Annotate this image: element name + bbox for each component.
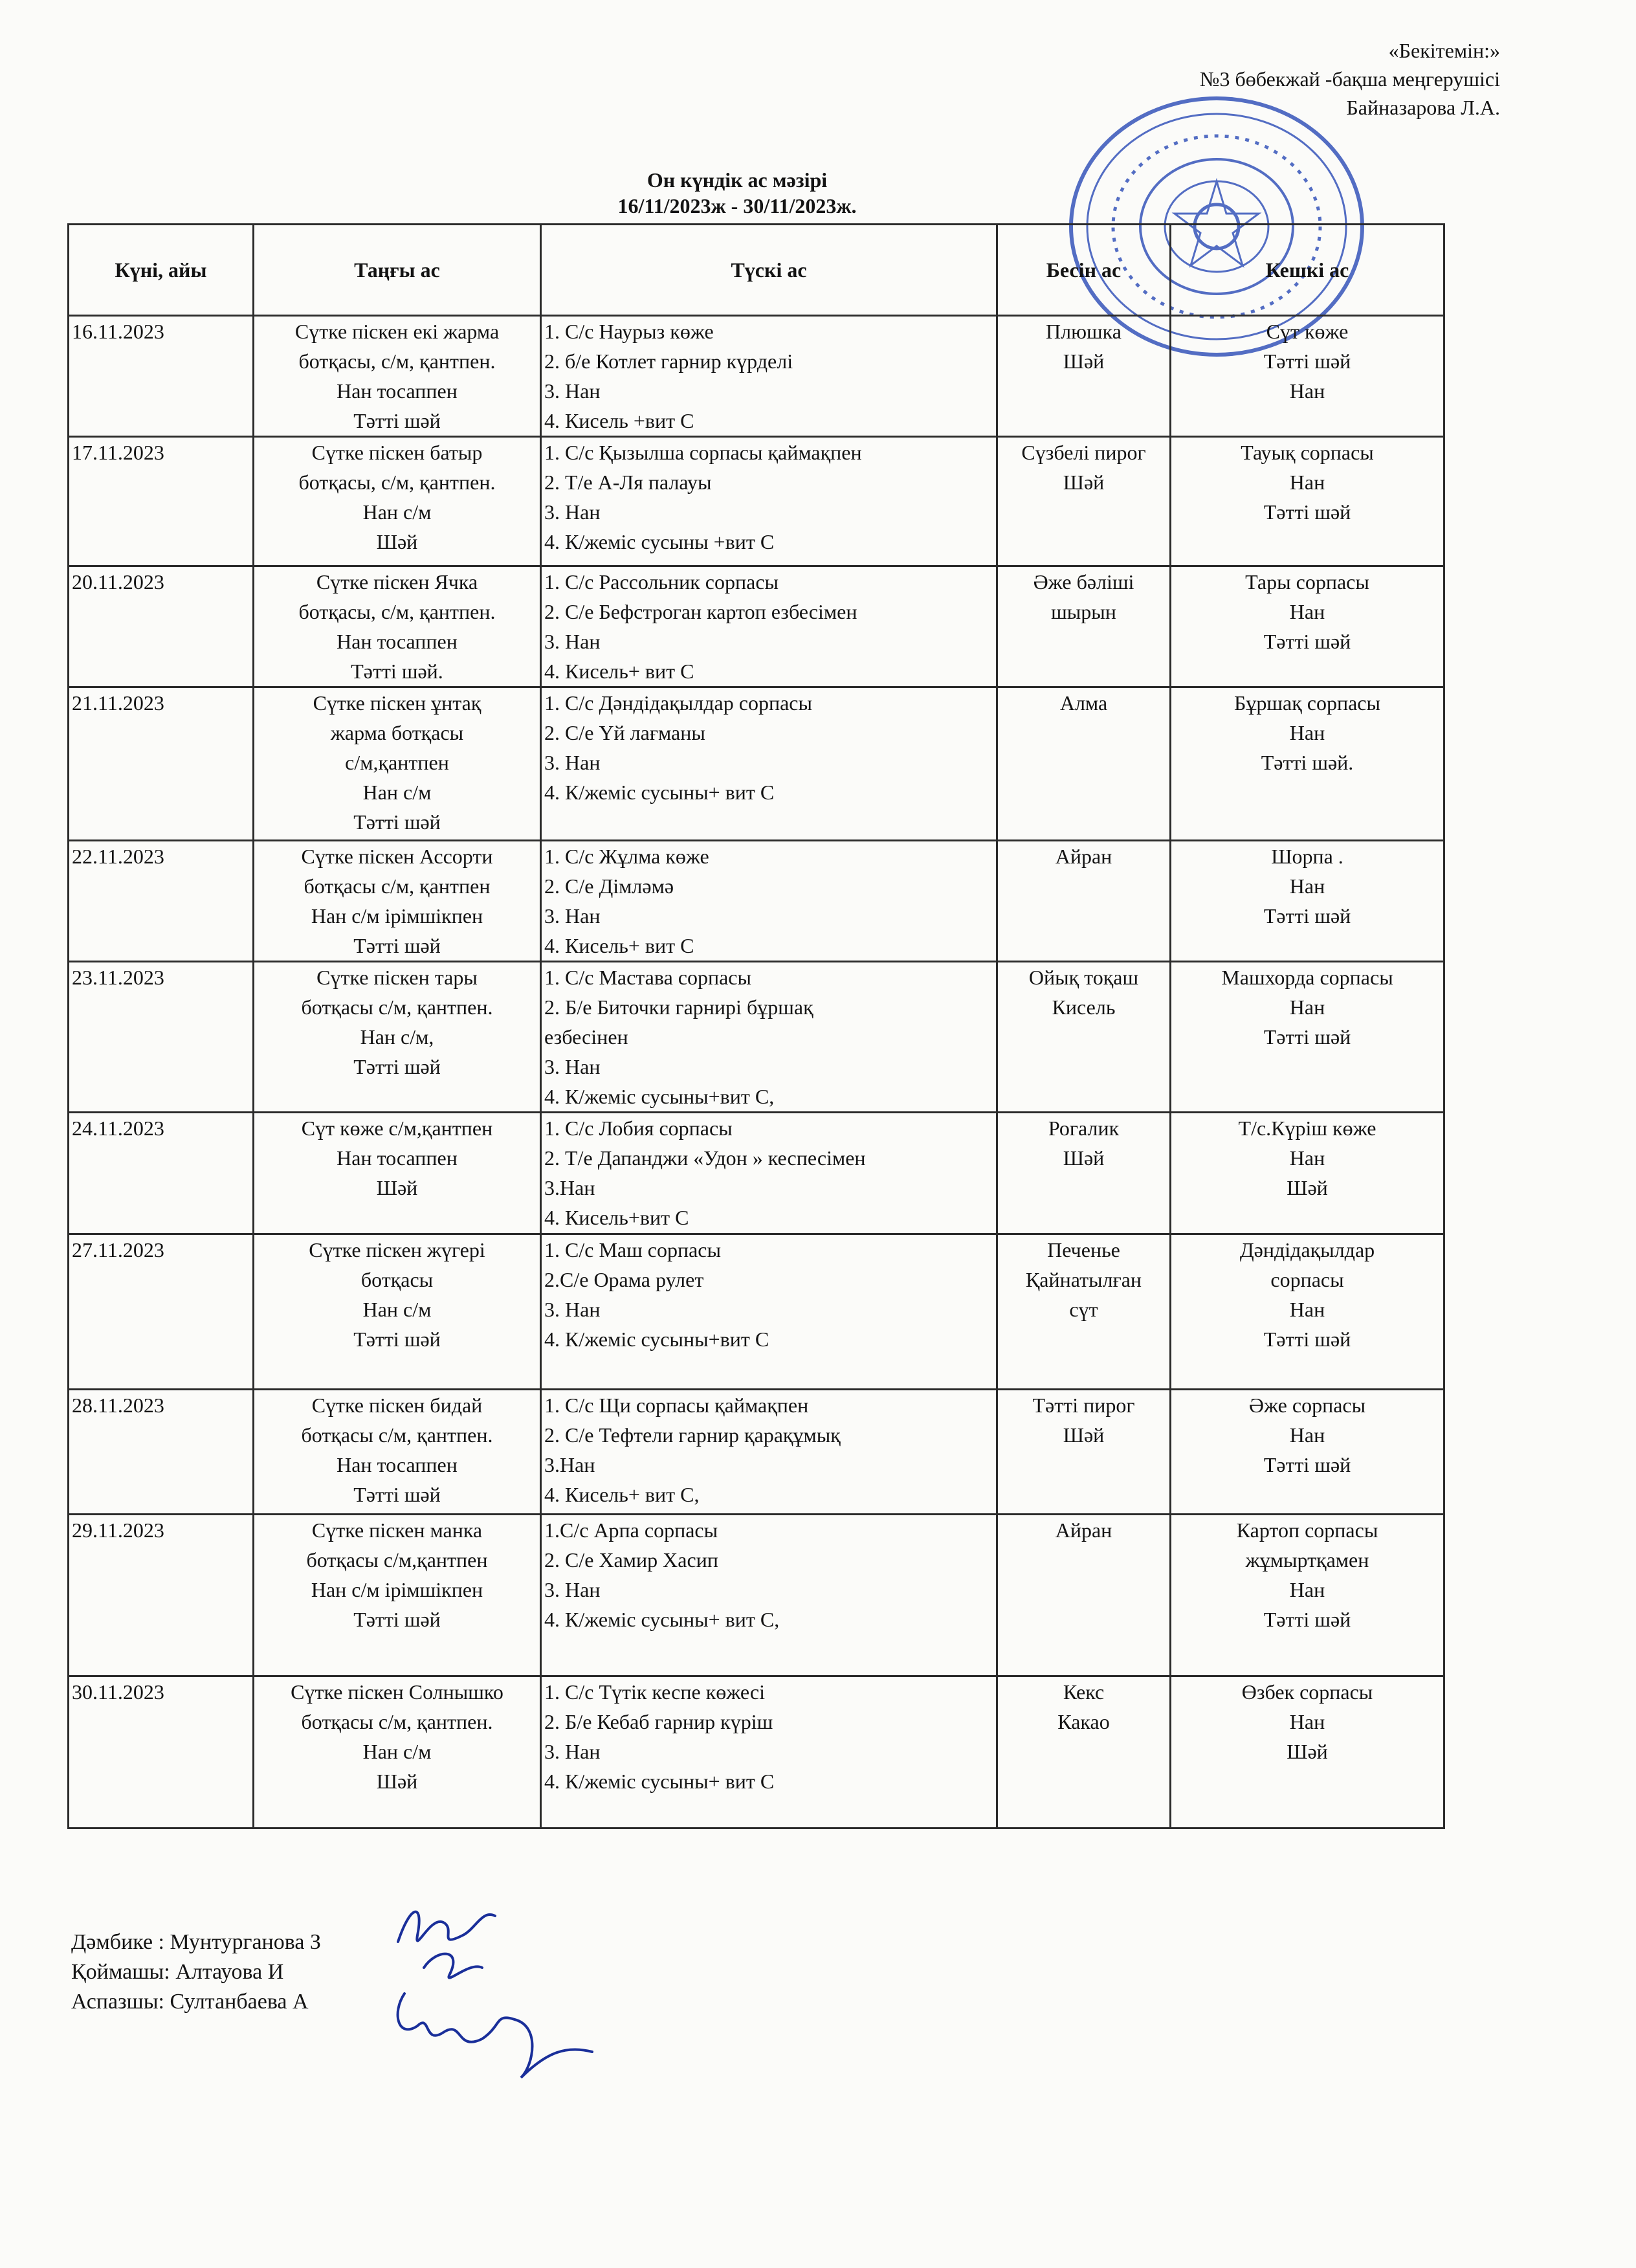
date-cell: 22.11.2023 bbox=[69, 841, 254, 962]
lunch-cell bbox=[541, 1113, 997, 1234]
breakfast-cell bbox=[254, 1234, 541, 1390]
title-line-2: 16/11/2023ж - 30/11/2023ж. bbox=[617, 194, 857, 217]
approval-line-2: №3 бөбекжай -бақша меңгерушісі bbox=[1199, 67, 1500, 91]
dinner-line: Сүт көже bbox=[1266, 320, 1349, 343]
lunch-line: 1. С/с Түтік кеспе көжесі bbox=[544, 1680, 766, 1704]
header-date: Күні, айы bbox=[69, 225, 254, 316]
table-row bbox=[69, 962, 1444, 1113]
lunch-cell bbox=[541, 316, 997, 437]
lunch-line: 1. С/с Дәндідақылдар сорпасы bbox=[544, 691, 812, 715]
breakfast-line: Сүтке піскен Солнышко bbox=[291, 1680, 503, 1704]
dinner-line: Тары сорпасы bbox=[1245, 570, 1369, 594]
breakfast-cell bbox=[254, 841, 541, 962]
breakfast-line: Нан с/м bbox=[362, 1740, 432, 1763]
breakfast-line: Нан с/м bbox=[362, 500, 432, 524]
lunch-line: 4. К/жеміс сусыны+ вит С bbox=[544, 1770, 775, 1793]
dinner-cell bbox=[1171, 316, 1444, 437]
breakfast-cell bbox=[254, 1515, 541, 1676]
dinner-line: жұмыртқамен bbox=[1245, 1548, 1369, 1572]
breakfast-line: Нан тосаппен bbox=[337, 1453, 458, 1476]
lunch-line: 2. С/е Дімләмә bbox=[544, 874, 674, 898]
breakfast-cell bbox=[254, 316, 541, 437]
dinner-line: Тауық сорпасы bbox=[1241, 441, 1374, 464]
dinner-cell bbox=[1171, 962, 1444, 1113]
lunch-cell bbox=[541, 566, 997, 687]
lunch-line: 3.Нан bbox=[544, 1176, 595, 1199]
date-cell: 17.11.2023 bbox=[69, 437, 254, 566]
dinner-line: Нан bbox=[1289, 471, 1325, 494]
lunch-line: 2. Т/е Дапанджи «Удон » кеспесімен bbox=[544, 1146, 866, 1170]
breakfast-line: Сүтке піскен манка bbox=[311, 1518, 483, 1542]
lunch-line: 3. Нан bbox=[544, 1740, 601, 1763]
snack-cell bbox=[997, 962, 1171, 1113]
menu-table bbox=[67, 223, 1445, 1829]
snack-cell bbox=[997, 1676, 1171, 1829]
lunch-line: езбесінен bbox=[544, 1025, 628, 1049]
breakfast-line: ботқасы bbox=[360, 1268, 434, 1291]
dinner-line: Шәй bbox=[1287, 1740, 1328, 1763]
dinner-cell bbox=[1171, 1390, 1444, 1515]
dinner-line: Т/с.Күріш көже bbox=[1238, 1117, 1376, 1140]
snack-line: Кекс bbox=[1063, 1680, 1105, 1704]
dinner-line: Нан bbox=[1289, 1298, 1325, 1321]
dinner-line: Нан bbox=[1289, 721, 1325, 744]
dinner-cell bbox=[1171, 1676, 1444, 1829]
lunch-line: 2. С/е Үй лағманы bbox=[544, 721, 705, 744]
breakfast-line: Тәтті шәй bbox=[353, 934, 441, 957]
dinner-line: Нан bbox=[1289, 600, 1325, 623]
table-row bbox=[69, 1113, 1444, 1234]
approval-line-1: «Бекітемін:» bbox=[1388, 39, 1500, 62]
breakfast-line: Тәтті шәй bbox=[353, 1608, 441, 1631]
staff-signatures bbox=[71, 1928, 321, 2017]
breakfast-line: Нан с/м ірімшікпен bbox=[311, 1578, 483, 1601]
table-row bbox=[69, 687, 1444, 841]
staff-line-3: Аспазшы: Султанбаева А bbox=[71, 1990, 309, 2014]
lunch-line: 1. С/с Лобия сорпасы bbox=[544, 1117, 733, 1140]
table-row bbox=[69, 437, 1444, 566]
snack-line: Айран bbox=[1055, 1518, 1112, 1542]
breakfast-line: Нан тосаппен bbox=[337, 379, 458, 403]
dinner-line: Өзбек сорпасы bbox=[1241, 1680, 1373, 1704]
breakfast-line: Тәтті шәй bbox=[353, 810, 441, 834]
lunch-line: 3. Нан bbox=[544, 1055, 601, 1078]
title-line-1: Он күндік ас мәзірі bbox=[647, 168, 828, 192]
dinner-line: Тәтті шәй bbox=[1263, 1453, 1351, 1476]
table-row bbox=[69, 316, 1444, 437]
lunch-cell bbox=[541, 1515, 997, 1676]
lunch-line: 4. К/жеміс сусыны+вит С bbox=[544, 1328, 769, 1351]
breakfast-line: ботқасы с/м, қантпен. bbox=[301, 995, 493, 1019]
breakfast-line: ботқасы с/м,қантпен bbox=[306, 1548, 488, 1572]
breakfast-line: Тәтті шәй bbox=[353, 1483, 441, 1506]
breakfast-line: Сүтке піскен батыр bbox=[311, 441, 483, 464]
header-lunch: Түскі ас bbox=[541, 225, 997, 316]
lunch-line: 4. Кисель+ вит С bbox=[544, 934, 694, 957]
snack-line: Шәй bbox=[1063, 471, 1105, 494]
breakfast-cell bbox=[254, 1113, 541, 1234]
dinner-line: Әже сорпасы bbox=[1248, 1394, 1366, 1417]
lunch-cell bbox=[541, 1390, 997, 1515]
lunch-line: 1. С/с Маш сорпасы bbox=[544, 1238, 721, 1262]
dinner-cell bbox=[1171, 1515, 1444, 1676]
lunch-line: 3. Нан bbox=[544, 1578, 601, 1601]
breakfast-line: с/м,қантпен bbox=[345, 751, 449, 774]
dinner-line: Нан bbox=[1289, 1578, 1325, 1601]
dinner-cell bbox=[1171, 1113, 1444, 1234]
date-cell: 24.11.2023 bbox=[69, 1113, 254, 1234]
table-row bbox=[69, 1515, 1444, 1676]
lunch-line: 4. К/жеміс сусыны +вит С bbox=[544, 530, 775, 553]
breakfast-line: Нан с/м ірімшікпен bbox=[311, 904, 483, 928]
lunch-cell bbox=[541, 962, 997, 1113]
menu-title bbox=[0, 167, 1636, 219]
dinner-cell bbox=[1171, 841, 1444, 962]
lunch-cell bbox=[541, 437, 997, 566]
snack-line: Рогалик bbox=[1048, 1117, 1120, 1140]
snack-line: Тәтті пирог bbox=[1032, 1394, 1135, 1417]
lunch-cell bbox=[541, 687, 997, 841]
lunch-line: 3.Нан bbox=[544, 1453, 595, 1476]
lunch-line: 3. Нан bbox=[544, 1298, 601, 1321]
dinner-cell bbox=[1171, 687, 1444, 841]
table-body bbox=[69, 316, 1444, 1829]
dinner-line: Тәтті шәй bbox=[1263, 630, 1351, 653]
breakfast-cell bbox=[254, 962, 541, 1113]
breakfast-line: Сүтке піскен жүгері bbox=[309, 1238, 485, 1262]
lunch-line: 3. Нан bbox=[544, 904, 601, 928]
date-cell: 21.11.2023 bbox=[69, 687, 254, 841]
breakfast-line: ботқасы с/м, қантпен. bbox=[301, 1423, 493, 1447]
table-row bbox=[69, 566, 1444, 687]
breakfast-line: ботқасы, с/м, қантпен. bbox=[298, 350, 496, 373]
lunch-line: 4. К/жеміс сусыны+ вит С, bbox=[544, 1608, 780, 1631]
lunch-line: 1. С/с Жұлма көже bbox=[544, 845, 709, 868]
breakfast-line: жарма ботқасы bbox=[330, 721, 464, 744]
table-header-row bbox=[69, 225, 1444, 316]
snack-line: Шәй bbox=[1063, 1423, 1105, 1447]
date-cell: 28.11.2023 bbox=[69, 1390, 254, 1515]
header-dinner: Кешкі ас bbox=[1171, 225, 1444, 316]
breakfast-cell bbox=[254, 687, 541, 841]
breakfast-line: Сүтке піскен екі жарма bbox=[294, 320, 500, 343]
lunch-line: 2. Б/е Кебаб гарнир күріш bbox=[544, 1710, 773, 1733]
snack-line: сүт bbox=[1069, 1298, 1098, 1321]
breakfast-line: Сүтке піскен Ячка bbox=[316, 570, 478, 594]
lunch-line: 2. С/е Тефтели гарнир қарақұмық bbox=[544, 1423, 841, 1447]
lunch-line: 3. Нан bbox=[544, 500, 601, 524]
dinner-line: Шорпа . bbox=[1271, 845, 1343, 868]
lunch-cell bbox=[541, 1676, 997, 1829]
breakfast-cell bbox=[254, 1676, 541, 1829]
lunch-line: 2. С/е Бефстроган картоп езбесімен bbox=[544, 600, 857, 623]
date-cell: 23.11.2023 bbox=[69, 962, 254, 1113]
breakfast-line: Шәй bbox=[376, 1770, 418, 1793]
header-breakfast: Таңғы ас bbox=[254, 225, 541, 316]
breakfast-line: Нан тосаппен bbox=[337, 1146, 458, 1170]
dinner-cell bbox=[1171, 437, 1444, 566]
snack-line: Сүзбелі пирог bbox=[1021, 441, 1146, 464]
breakfast-line: ботқасы, с/м, қантпен. bbox=[298, 471, 496, 494]
snack-line: Печенье bbox=[1047, 1238, 1120, 1262]
snack-cell bbox=[997, 1234, 1171, 1390]
lunch-line: 1. С/с Наурыз көже bbox=[544, 320, 714, 343]
snack-line: Плюшка bbox=[1046, 320, 1122, 343]
date-cell: 20.11.2023 bbox=[69, 566, 254, 687]
breakfast-line: Шәй bbox=[376, 530, 418, 553]
date-cell: 27.11.2023 bbox=[69, 1234, 254, 1390]
dinner-line: Нан bbox=[1289, 1710, 1325, 1733]
table-row bbox=[69, 1234, 1444, 1390]
dinner-line: Бұршақ сорпасы bbox=[1234, 691, 1380, 715]
header-snack: Бесін ас bbox=[997, 225, 1171, 316]
lunch-line: 3. Нан bbox=[544, 379, 601, 403]
dinner-line: Машхорда сорпасы bbox=[1221, 966, 1393, 989]
breakfast-line: Сүтке піскен бидай bbox=[311, 1394, 483, 1417]
staff-line-2: Қоймашы: Алтауова И bbox=[71, 1960, 284, 1984]
lunch-line: 4. К/жеміс сусыны+вит С, bbox=[544, 1085, 775, 1108]
dinner-line: Шәй bbox=[1287, 1176, 1328, 1199]
lunch-line: 4. Кисель+ вит С, bbox=[544, 1483, 700, 1506]
snack-cell bbox=[997, 841, 1171, 962]
breakfast-line: Нан тосаппен bbox=[337, 630, 458, 653]
lunch-line: 1. С/с Қызылша сорпасы қаймақпен bbox=[544, 441, 862, 464]
snack-line: Қайнатылған bbox=[1025, 1268, 1142, 1291]
snack-cell bbox=[997, 1113, 1171, 1234]
lunch-cell bbox=[541, 841, 997, 962]
lunch-line: 4. Кисель+ вит С bbox=[544, 660, 694, 683]
lunch-line: 2. б/е Котлет гарнир күрделі bbox=[544, 350, 793, 373]
handwritten-signatures bbox=[385, 1896, 605, 2091]
table-row bbox=[69, 1390, 1444, 1515]
breakfast-line: ботқасы с/м, қантпен bbox=[304, 874, 491, 898]
breakfast-line: ботқасы с/м, қантпен. bbox=[301, 1710, 493, 1733]
lunch-line: 4. Кисель+вит С bbox=[544, 1206, 689, 1229]
snack-cell bbox=[997, 437, 1171, 566]
snack-line: Шәй bbox=[1063, 1146, 1105, 1170]
lunch-line: 1. С/с Щи сорпасы қаймақпен bbox=[544, 1394, 809, 1417]
breakfast-line: Шәй bbox=[376, 1176, 418, 1199]
snack-cell bbox=[997, 316, 1171, 437]
snack-line: Айран bbox=[1055, 845, 1112, 868]
dinner-line: Нан bbox=[1289, 1146, 1325, 1170]
date-cell: 29.11.2023 bbox=[69, 1515, 254, 1676]
date-cell: 16.11.2023 bbox=[69, 316, 254, 437]
table-row bbox=[69, 841, 1444, 962]
dinner-line: Тәтті шәй bbox=[1263, 500, 1351, 524]
snack-line: Какао bbox=[1057, 1710, 1110, 1733]
breakfast-line: Тәтті шәй. bbox=[351, 660, 443, 683]
snack-line: Ойық тоқаш bbox=[1028, 966, 1139, 989]
dinner-line: сорпасы bbox=[1270, 1268, 1344, 1291]
dinner-line: Тәтті шәй bbox=[1263, 904, 1351, 928]
snack-line: шырын bbox=[1051, 600, 1116, 623]
staff-line-1: Дәмбике : Мунтурганова З bbox=[71, 1930, 321, 1954]
date-cell: 30.11.2023 bbox=[69, 1676, 254, 1829]
dinner-line: Дәндідақылдар bbox=[1239, 1238, 1375, 1262]
lunch-line: 1.С/с Арпа сорпасы bbox=[544, 1518, 718, 1542]
dinner-line: Тәтті шәй bbox=[1263, 1608, 1351, 1631]
table-row bbox=[69, 1676, 1444, 1829]
snack-cell bbox=[997, 1390, 1171, 1515]
lunch-cell bbox=[541, 1234, 997, 1390]
dinner-line: Тәтті шәй bbox=[1263, 1025, 1351, 1049]
dinner-line: Тәтті шәй bbox=[1263, 350, 1351, 373]
breakfast-line: Нан с/м, bbox=[360, 1025, 434, 1049]
breakfast-line: Тәтті шәй bbox=[353, 1055, 441, 1078]
dinner-line: Нан bbox=[1289, 1423, 1325, 1447]
lunch-line: 1. С/с Мастава сорпасы bbox=[544, 966, 751, 989]
breakfast-line: Сүтке піскен ұнтақ bbox=[313, 691, 481, 715]
breakfast-line: Нан с/м bbox=[362, 781, 432, 804]
lunch-line: 4. К/жеміс сусыны+ вит С bbox=[544, 781, 775, 804]
snack-line: Әже бәліші bbox=[1033, 570, 1134, 594]
snack-line: Алма bbox=[1059, 691, 1108, 715]
lunch-line: 2. С/е Хамир Хасип bbox=[544, 1548, 718, 1572]
lunch-line: 1. С/с Рассольник сорпасы bbox=[544, 570, 779, 594]
breakfast-line: ботқасы, с/м, қантпен. bbox=[298, 600, 496, 623]
breakfast-line: Сүт көже с/м,қантпен bbox=[301, 1117, 493, 1140]
breakfast-line: Сүтке піскен Ассорти bbox=[301, 845, 493, 868]
breakfast-cell bbox=[254, 1390, 541, 1515]
dinner-line: Нан bbox=[1289, 995, 1325, 1019]
lunch-line: 3. Нан bbox=[544, 630, 601, 653]
breakfast-line: Нан с/м bbox=[362, 1298, 432, 1321]
breakfast-line: Тәтті шәй bbox=[353, 409, 441, 432]
snack-cell bbox=[997, 687, 1171, 841]
dinner-line: Нан bbox=[1289, 874, 1325, 898]
dinner-line: Тәтті шәй. bbox=[1261, 751, 1354, 774]
lunch-line: 4. Кисель +вит С bbox=[544, 409, 694, 432]
lunch-line: 2. Б/е Биточки гарнирі бұршақ bbox=[544, 995, 813, 1019]
snack-cell bbox=[997, 1515, 1171, 1676]
lunch-line: 2. Т/е А-Ля палауы bbox=[544, 471, 712, 494]
lunch-line: 2.С/е Орама рулет bbox=[544, 1268, 704, 1291]
dinner-cell bbox=[1171, 1234, 1444, 1390]
dinner-line: Тәтті шәй bbox=[1263, 1328, 1351, 1351]
breakfast-cell bbox=[254, 437, 541, 566]
dinner-line: Картоп сорпасы bbox=[1236, 1518, 1378, 1542]
breakfast-cell bbox=[254, 566, 541, 687]
snack-line: Кисель bbox=[1052, 995, 1116, 1019]
approval-line-3: Байназарова Л.А. bbox=[1346, 96, 1500, 119]
dinner-cell bbox=[1171, 566, 1444, 687]
snack-cell bbox=[997, 566, 1171, 687]
snack-line: Шәй bbox=[1063, 350, 1105, 373]
breakfast-line: Тәтті шәй bbox=[353, 1328, 441, 1351]
breakfast-line: Сүтке піскен тары bbox=[316, 966, 478, 989]
lunch-line: 3. Нан bbox=[544, 751, 601, 774]
dinner-line: Нан bbox=[1289, 379, 1325, 403]
